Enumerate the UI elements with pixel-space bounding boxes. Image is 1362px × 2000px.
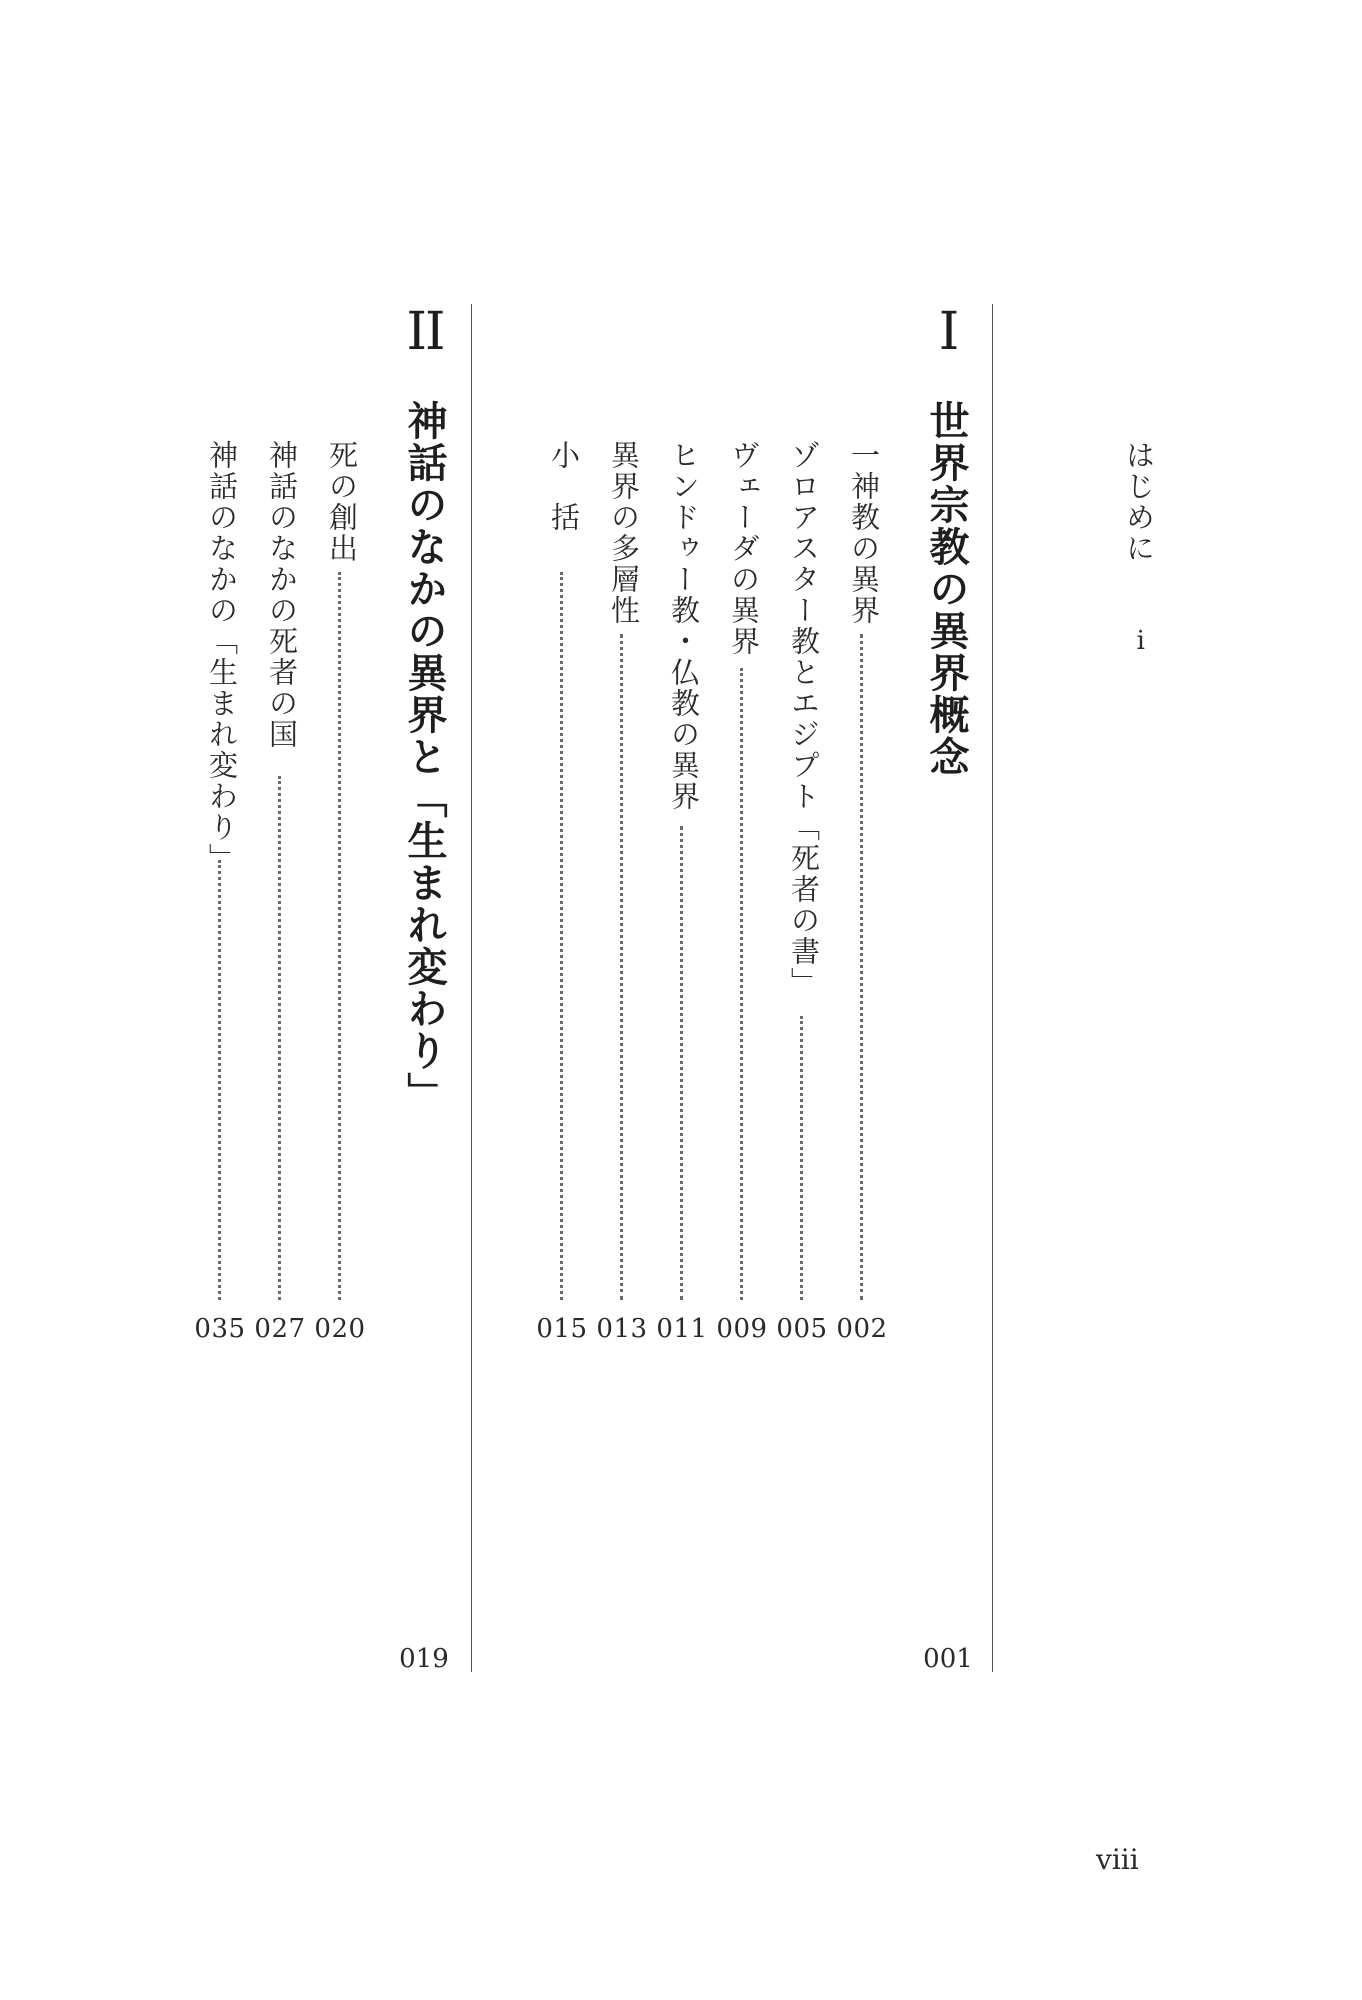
toc-entry[interactable] [606, 440, 642, 626]
toc-entry-title: 異界の多層性 [607, 440, 641, 626]
part-2-page: 019 [399, 1644, 449, 1674]
front-matter-page: i [1136, 626, 1146, 656]
part-1-numeral: I [938, 302, 958, 362]
toc-leader [740, 668, 743, 1300]
toc-leader [218, 860, 221, 1300]
part-divider-rule [992, 304, 993, 1672]
toc-entry-page: 002 [836, 1314, 888, 1344]
toc-entry[interactable] [204, 440, 240, 874]
toc-entry-title: 神話のなかの「生まれ変わり」 [205, 440, 239, 874]
toc-entry-page: 035 [194, 1314, 246, 1344]
toc-entry[interactable] [846, 440, 882, 626]
toc-entry[interactable] [726, 440, 762, 657]
toc-leader [680, 826, 683, 1300]
toc-leader [338, 572, 341, 1300]
toc-entry-title: 一神教の異界 [847, 440, 881, 626]
toc-entry[interactable] [264, 440, 300, 750]
toc-entry-page: 005 [776, 1314, 828, 1344]
toc-entry[interactable] [324, 440, 360, 564]
toc-entry-title: 死の創出 [325, 440, 359, 564]
part-divider-rule [471, 304, 472, 1672]
part-1-title: 世界宗教の異界概念 [923, 400, 970, 778]
page-folio: viii [1096, 1843, 1139, 1876]
toc-leader [278, 776, 281, 1300]
toc-leader [800, 1016, 803, 1300]
toc-entry-title: ゾロアスター教とエジプト「死者の書」 [787, 440, 821, 998]
toc-entry-title: 神話のなかの死者の国 [265, 440, 299, 750]
part-2-title: 神話のなかの異界と「生まれ変わり」 [401, 400, 448, 1114]
toc-entry-page: 009 [716, 1314, 768, 1344]
part-1-page: 001 [923, 1644, 973, 1674]
toc-entry-page: 011 [656, 1314, 708, 1344]
toc-entry-title: 小 括 [547, 440, 581, 533]
part-2-numeral: II [406, 302, 444, 362]
toc-entry[interactable] [546, 440, 582, 533]
toc-entry-title: ヒンドゥー教・仏教の異界 [667, 440, 701, 812]
toc-entry-page: 015 [536, 1314, 588, 1344]
toc-entry[interactable] [786, 440, 822, 998]
toc-entry-page: 027 [254, 1314, 306, 1344]
toc-entry-page: 013 [596, 1314, 648, 1344]
front-matter-title: はじめに [1122, 440, 1156, 564]
toc-entry[interactable] [666, 440, 702, 812]
toc-leader [620, 634, 623, 1300]
toc-leader [560, 572, 563, 1300]
toc-leader [860, 634, 863, 1300]
toc-entry-page: 020 [314, 1314, 366, 1344]
toc-entry-title: ヴェーダの異界 [727, 440, 761, 657]
